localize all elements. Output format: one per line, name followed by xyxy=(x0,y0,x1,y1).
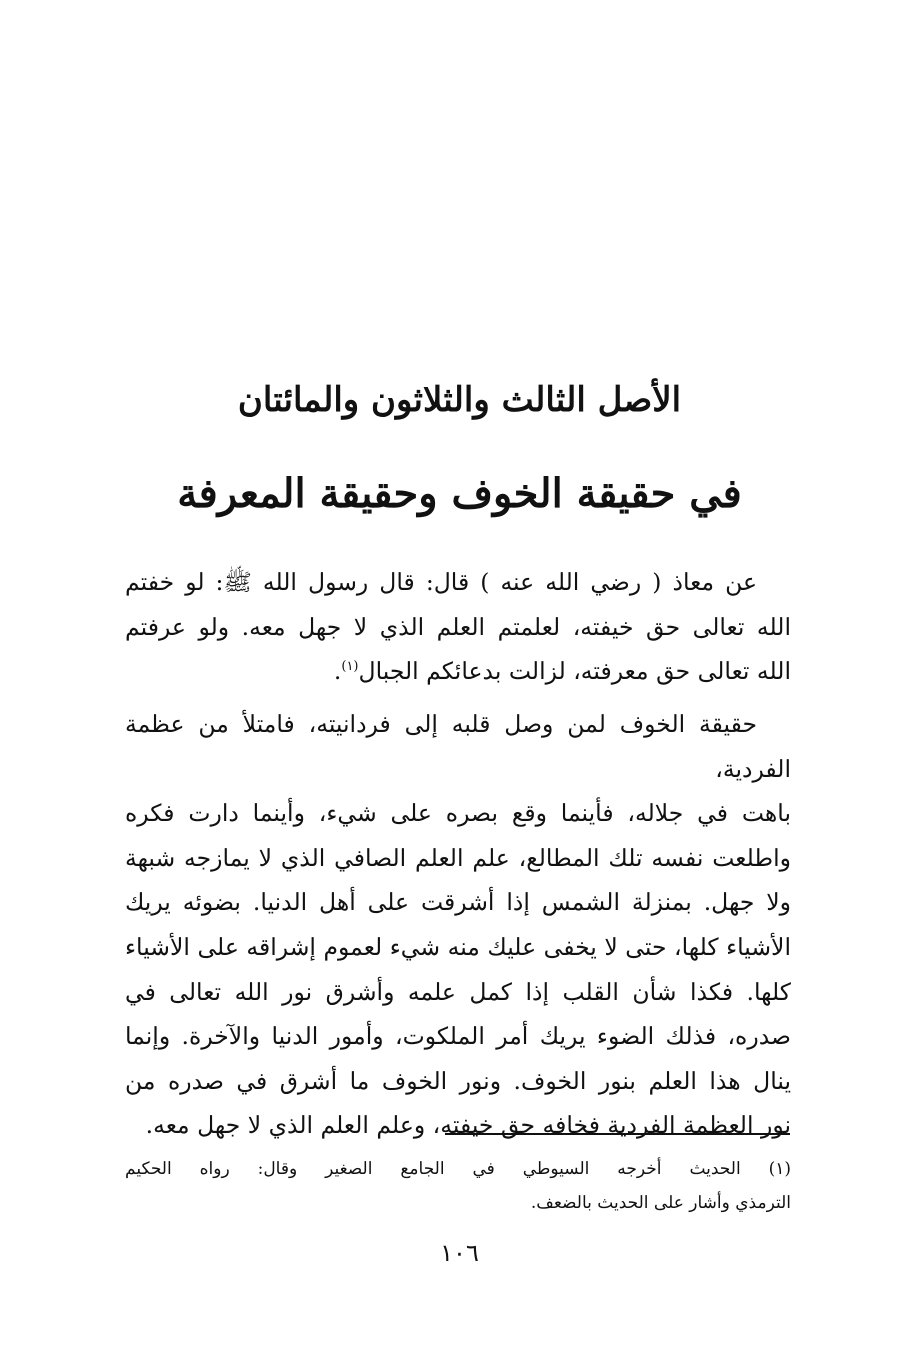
footnote-line: الترمذي وأشار على الحديث بالضعف. xyxy=(530,1193,791,1213)
hadith-paragraph xyxy=(125,560,791,694)
chapter-title: الأصل الثالث والثلاثون والمائتان xyxy=(237,380,682,420)
text-line: الأشياء كلها، حتى لا يخفى عليك منه شيء لعموم إشراقه على الأشياء xyxy=(125,932,791,961)
text-line: نور العظمة الفردية فخافه حق خيفته، وعلم العلم الذي لا جهل معه. xyxy=(145,1111,791,1140)
text-line: ولا جهل. بمنزلة الشمس إذا أشرقت على أهل الدنيا. بضوئه يريك xyxy=(125,888,791,917)
text-line: كلها. فكذا شأن القلب إذا كمل علمه وأشرق نور الله تعالى في xyxy=(125,977,791,1006)
text-line: باهت في جلاله، فأينما وقع بصره على شيء، وأينما دارت فكره xyxy=(125,799,791,828)
text-line: الله تعالى حق معرفته، لزالت بدعائكم الجبال$^{(١)}$. xyxy=(333,657,791,686)
footnote xyxy=(125,1152,791,1220)
text-line: عن معاذ ( رضي الله عنه ) قال: قال رسول الله ﷺ: لو خفتم xyxy=(125,568,757,596)
page-number: ١٠٦ xyxy=(440,1239,479,1267)
text-line: حقيقة الخوف لمن وصل قلبه إلى فردانيته، فامتلأ من عظمة الفردية، xyxy=(125,710,791,783)
text-line: ينال هذا العلم بنور الخوف. ونور الخوف ما أشرق في صدره من xyxy=(125,1066,791,1095)
text-line: واطلعت نفسه تلك المطالع، علم العلم الصافي الذي لا يمازجه شبهة xyxy=(125,843,791,872)
footnote-divider xyxy=(445,1133,790,1135)
commentary-paragraph xyxy=(125,702,791,1148)
text-line: صدره، فذلك الضوء يريك أمر الملكوت، وأمور الدنيا والآخرة. وإنما xyxy=(125,1022,791,1051)
chapter-subtitle: في حقيقة الخوف وحقيقة المعرفة xyxy=(177,470,742,517)
text-line: الله تعالى حق خيفته، لعلمتم العلم الذي لا جهل معه. ولو عرفتم xyxy=(125,612,791,641)
footnote-line: (١) الحديث أخرجه السيوطي في الجامع الصغير وقال: رواه الحكيم xyxy=(125,1159,791,1179)
footnote-reference: (١) xyxy=(341,659,359,675)
